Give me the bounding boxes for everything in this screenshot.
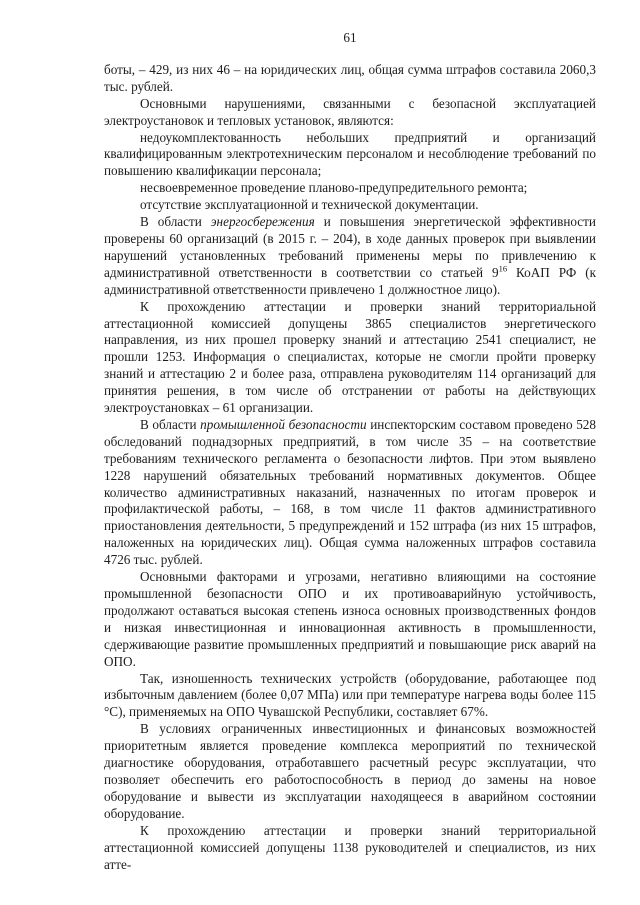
energy-saving-tail: КоАП РФ (к административной ответственности привлечено 1 должностное лицо). (104, 264, 597, 297)
list-item-documentation: отсутствие эксплуатационной и технической документации. (140, 197, 479, 213)
article-superscript: 16 (498, 263, 508, 274)
energy-saving-lead: В области (140, 214, 211, 230)
paragraph-attestation-managers: К прохождению аттестации и проверки знаний территориальной аттестационной комиссией допущены 1138 руководителей и специалистов, из них атте- (104, 822, 596, 872)
list-item-staffing: недоукомплектованность небольших предприятий и организаций квалифицированным электротехническим персоналом и несоблюдение требований по повышению квалификации персонала; (104, 129, 596, 179)
document-page (104, 30, 596, 873)
paragraph-diagnostics: В условиях ограниченных инвестиционных и финансовых возможностей приоритетным является проведение комплекса мероприятий по технической диагностике оборудования, отработавшего расчетный ресурс эксплуатации, что позволяет обеспечить его работоспособность в период до замены на новое оборудование и вывести из эксплуатации находящееся в аварийном состоянии оборудование. (104, 721, 596, 821)
industrial-safety-lead: В области (140, 416, 201, 432)
paragraph-industrial-safety (104, 417, 596, 569)
list-item-maintenance: несвоевременное проведение планово-предупредительного ремонта; (140, 180, 528, 196)
industrial-safety-emphasis: промышленной безопасности (200, 416, 367, 432)
page-number: 61 (343, 30, 357, 45)
paragraph-energy-saving (104, 214, 596, 299)
energy-saving-emphasis: энергосбережения (210, 214, 315, 230)
paragraph-violations-intro: Основными нарушениями, связанными с безопасной эксплуатацией электроустановок и тепловых установок, являются: (104, 95, 596, 128)
paragraph-equipment-wear: Так, изношенность технических устройств (оборудование, работающее под избыточным давлением (более 0,07 МПа) или при температуре нагрева воды более 115 °С), применяемых на ОПО Чувашской Республики, составляет 67%. (104, 670, 596, 720)
energy-saving-body: и повышения энергетической эффективности проверены 60 организаций (в 2015 г. – 204), в ходе данных проверок при выявлении нарушений установленных требований применены меры по привлечению к административной ответственности в соответствии со статьей 9 (104, 214, 596, 280)
paragraph-attestation-energy: К прохождению аттестации и проверки знаний территориальной аттестационной комиссией допущены 3865 специалистов энергетического направления, из них прошел проверку знаний и аттестацию 2541 специалист, не прошли 1253. Информация о специалистах, которые не смогли пройти проверку знаний и аттестацию 2 и более раза, отправлена руководителям 114 организаций для принятия решения, в том числе об отстранении от работы на действующих электроустановках – 61 организации. (104, 298, 596, 416)
paragraph-threats: Основными факторами и угрозами, негативно влияющими на состояние промышленной безопасности ОПО и их противоаварийную устойчивость, продолжают оставаться высокая степень износа основных производственных фондов и низкая инвестиционная и инновационная активность в промышленности, сдерживающие развитие промышленных предприятий и повышающие риск аварий на ОПО. (104, 569, 596, 669)
industrial-safety-body: инспекторским составом проведено 528 обследований поднадзорных предприятий, в том числе 35 – на соответствие требованиям технического регламента о безопасности лифтов. При этом выявлено 1228 нарушений обязательных требований нормативных документов. Общее количество административных наказаний, назначенных по итогам проверок и профилактической работы, – 168, в том числе 11 фактов административного приостановления деятельности, 5 предупреждений и 152 штрафа (из них 15 штрафов, наложенных на юридических лиц). Общая сумма наложенных штрафов составила 4726 тыс. рублей. (104, 416, 596, 568)
paragraph-continuation: боты, – 429, из них 46 – на юридических лиц, общая сумма штрафов составила 2060,3 тыс. рублей. (104, 61, 596, 94)
